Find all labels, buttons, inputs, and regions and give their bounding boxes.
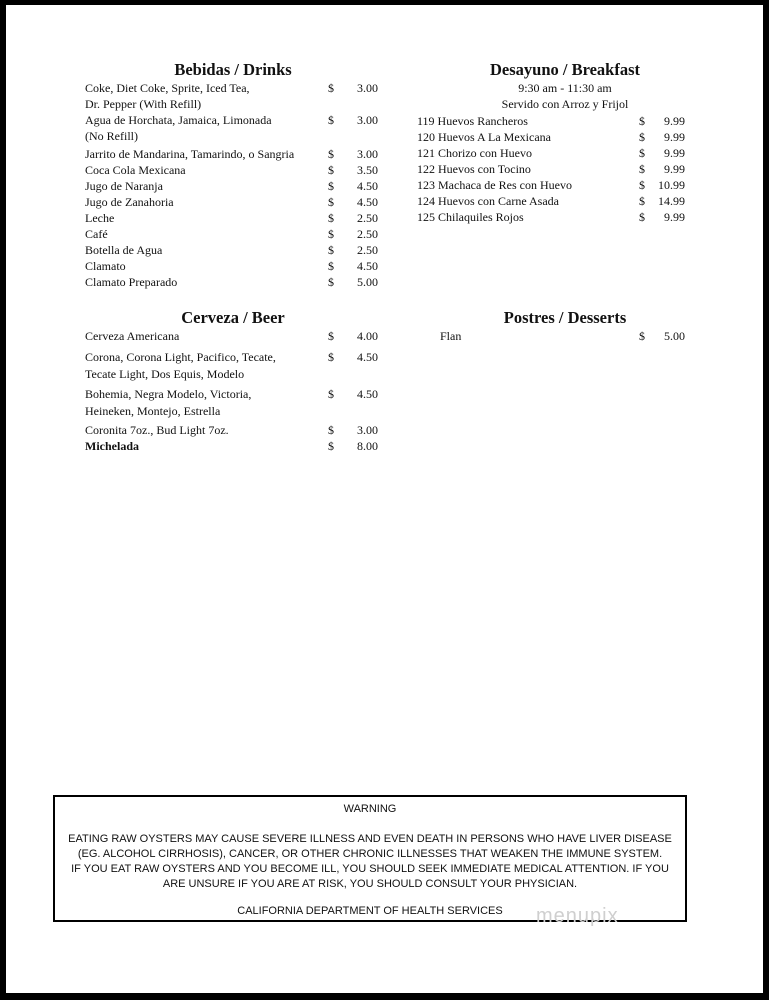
- breakfast-note: Servido con Arroz y Frijol: [501, 97, 629, 111]
- warning-title: WARNING: [343, 803, 397, 815]
- menu-page: Bebidas / Drinks Coke, Diet Coke, Sprite, Iced Tea, Dr. Pepper (With Refill) $ 3.00 Agua de Horchata, Jamaica, Limonada (No Refill) $ 3.00 Jarrito de Mandarina, Tamarindo, o Sangria $ 3.00 Coca Cola Mexicana $ 3.50 Jugo de Naranja $ 4.50 Jugo de Zanahoria $ 4.50 Leche $ 2.50 Café $ 2.50 Botella de Agua $ 2.50 Clamato $ 4.50 Clamato Preparado $ 5.00 Cerveza / Beer Cerveza Americana $ 4.00 Corona, Corona Light, Pacifico, Tecate, Tecate Light, Dos Equis, Modelo $ 4.50 Bohemia, Negra Modelo, Victoria, Heineken, Montejo, Estrella $ 4.50 Coronita 7oz., Bud Light 7oz. $ 3.00 Michelada $ 8.00 Desayuno / Breakfast 9:30 am - 11:30 am Servido con Arroz y Frijol 119 Huevos Rancheros $ 9.99 120 Huevos A La Mexicana $ 9.99 121 Chorizo con Huevo $ 9.99 122 Huevos con Tocino $ 9.99 123 Machaca de Res con Huevo $ 10.99 124 Huevos con Carne Asada $ 14.99 125 Chilaquiles Rojos $ 9.99 Postres / Desserts Flan $ 5.00 WARNING EATING RAW OYSTERS MAY CAUSE SEVERE ILLNESS AND EVEN DEATH IN PERSONS WHO HAVE LIVER DISEASE (EG. ALCOHOL CIRRHOSIS), CANCER, OR OTHER CHRONIC ILLNESSES THAT WEAKEN THE IMMUNE SYSTEM. IF YOU EAT RAW OYSTERS AND YOU BECOME ILL, YOU SHOULD SEEK IMMEDIATE MEDICAL ATTENTION. IF YOU ARE UNSURE IF YOU ARE AT RISK, YOU SHOULD CONSULT YOUR PHYSICIAN. CALIFORNIA DEPARTMENT OF HEALTH SERVICES menupix: [6, 5, 763, 993]
- breakfast-hours: 9:30 am - 11:30 am: [518, 81, 612, 95]
- warning-line: IF YOU EAT RAW OYSTERS AND YOU BECOME ILL, YOU SHOULD SEEK IMMEDIATE MEDICAL ATTENTION. IF YOU: [71, 863, 669, 875]
- desserts-title: Postres / Desserts: [503, 308, 627, 327]
- warning-body: [59, 832, 681, 892]
- breakfast-title: Desayuno / Breakfast: [489, 60, 641, 79]
- warning-box: [53, 795, 687, 922]
- watermark: menupix: [536, 905, 619, 927]
- beer-title: Cerveza / Beer: [181, 308, 285, 327]
- warning-line: ARE UNSURE IF YOU ARE AT RISK, YOU SHOULD CONSULT YOUR PHYSICIAN.: [162, 878, 578, 890]
- warning-line: EATING RAW OYSTERS MAY CAUSE SEVERE ILLNESS AND EVEN DEATH IN PERSONS WHO HAVE LIVER DISEASE: [68, 833, 672, 845]
- warning-footer: CALIFORNIA DEPARTMENT OF HEALTH SERVICES: [237, 905, 503, 917]
- drinks-title: Bebidas / Drinks: [174, 60, 292, 79]
- warning-line: (EG. ALCOHOL CIRRHOSIS), CANCER, OR OTHER CHRONIC ILLNESSES THAT WEAKEN THE IMMUNE SYSTEM.: [77, 848, 663, 860]
